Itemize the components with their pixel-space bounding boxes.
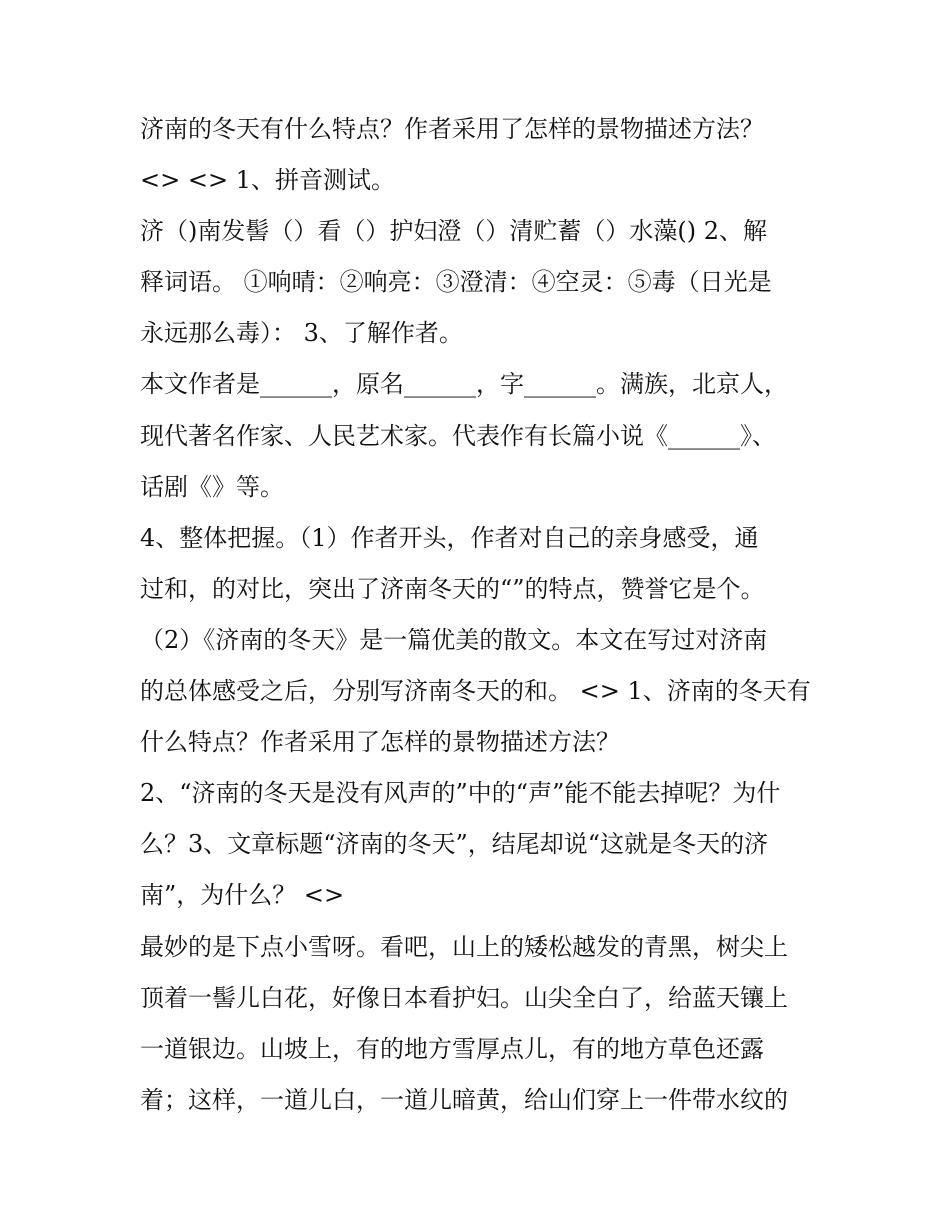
text-line: 现代著名作家、人民艺术家。代表作有长篇小说《______》、 [140, 421, 776, 450]
text-line: （2）《济南的冬天》是一篇优美的散文。本文在写过对济南 [140, 625, 768, 654]
text-line: 一道银边。山坡上，有的地方雪厚点儿，有的地方草色还露 [140, 1034, 764, 1063]
text-line: 的总体感受之后，分别写济南冬天的和。 <> 1、济南的冬天有 [140, 677, 811, 706]
text-line: 着；这样，一道儿白，一道儿暗黄，给山们穿上一件带水纹的 [140, 1085, 788, 1114]
document-body [140, 104, 820, 1126]
text-line: 南”，为什么？ <> [140, 881, 345, 910]
text-line: 2、“济南的冬天是没有风声的”中的“声”能不能去掉呢？为什 [140, 779, 781, 808]
text-line: 永远那么毒）： 3、了解作者。 [140, 319, 463, 348]
text-line: 本文作者是______，原名______，字______。满族，北京人， [140, 370, 788, 399]
text-line: 过和，的对比，突出了济南冬天的“”的特点，赞誉它是个。 [140, 574, 765, 603]
text-line: 4、整体把握。（1）作者开头，作者对自己的亲身感受，通 [140, 523, 759, 552]
text-line: 济南的冬天有什么特点？作者采用了怎样的景物描述方法？ [140, 115, 764, 143]
text-line: <> <> 1、拼音测试。 [140, 166, 395, 195]
text-line: 顶着一髻儿白花，好像日本看护妇。山尖全白了，给蓝天镶上 [140, 983, 788, 1012]
text-line: 话剧《》等。 [140, 472, 284, 501]
text-line: 么？3、文章标题“济南的冬天”，结尾却说“这就是冬天的济 [140, 830, 769, 859]
text-line: 什么特点？作者采用了怎样的景物描述方法？ [140, 728, 620, 757]
text-line: 释词语。 ①响晴：②响亮：③澄清：④空灵：⑤毒（日光是 [140, 268, 772, 297]
text-line: 济（)南发髻（）看（）护妇澄（）清贮蓄（）水藻() 2、解 [140, 217, 767, 246]
text-line: 最妙的是下点小雪呀。看吧，山上的矮松越发的青黑，树尖上 [140, 932, 788, 961]
